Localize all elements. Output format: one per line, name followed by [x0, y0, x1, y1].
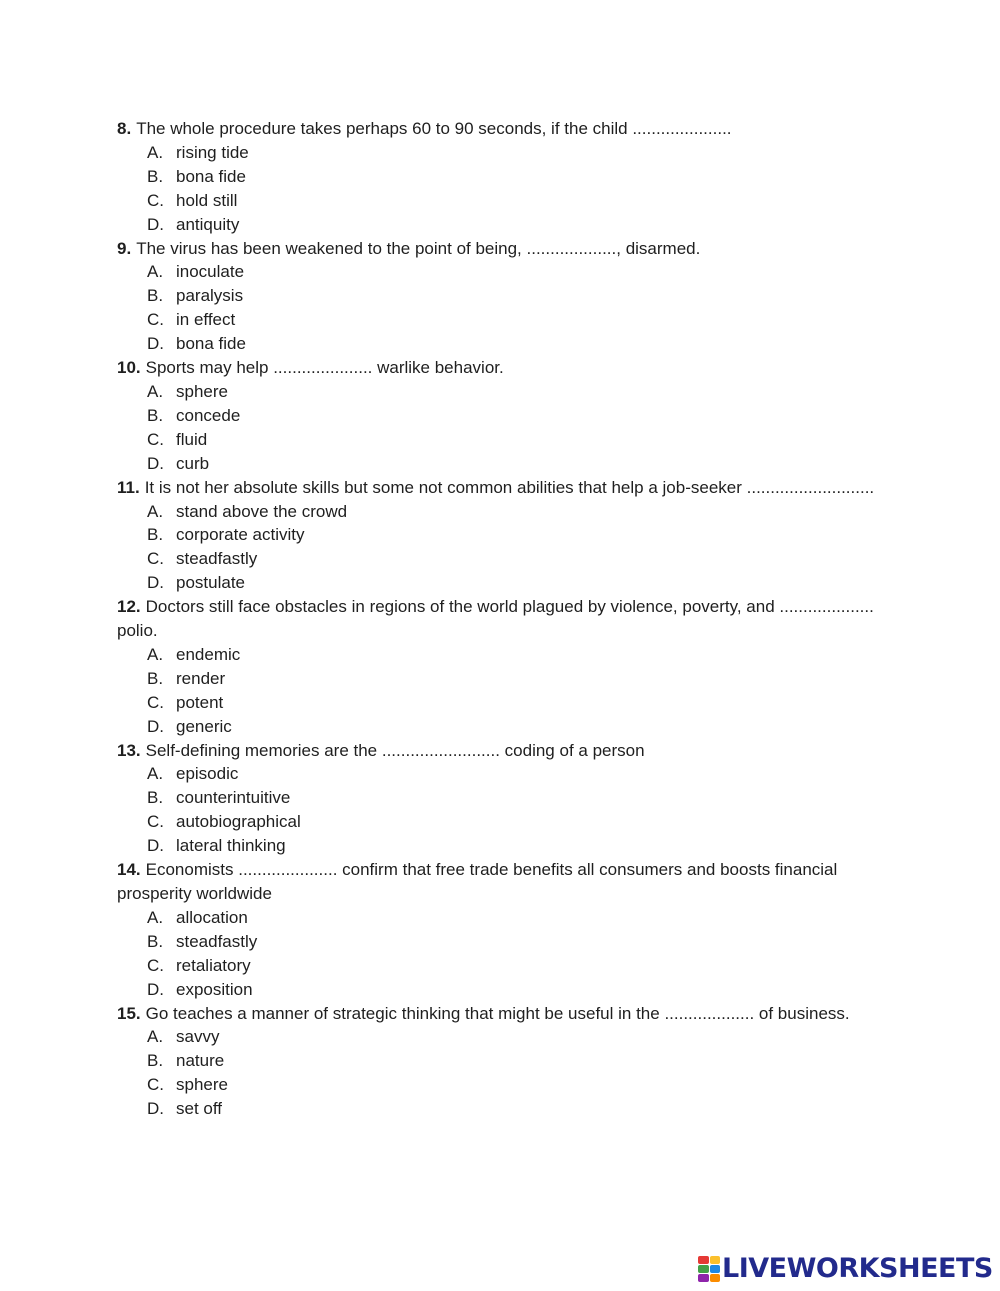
option-letter: A.: [147, 764, 164, 784]
option-text: rising tide: [176, 142, 249, 162]
option-a[interactable]: [117, 906, 897, 930]
question-stem: [117, 1002, 897, 1026]
question-text: It is not her absolute skills but some not common abilities that help a job-seeker ...........................: [144, 477, 875, 497]
question-number: 15.: [117, 1003, 141, 1023]
option-b[interactable]: [117, 165, 897, 189]
option-text: exposition: [176, 979, 253, 999]
option-letter: C.: [147, 429, 164, 449]
option-letter: C.: [147, 812, 164, 832]
option-text: savvy: [176, 1027, 220, 1047]
option-c[interactable]: [117, 428, 897, 452]
question-number: 14.: [117, 860, 141, 880]
option-a[interactable]: [117, 643, 897, 667]
option-a[interactable]: [117, 260, 897, 284]
option-d[interactable]: [117, 1097, 897, 1121]
option-text: endemic: [176, 644, 241, 664]
option-letter: B.: [147, 668, 164, 688]
option-letter: B.: [147, 1051, 164, 1071]
option-list: [117, 643, 897, 739]
option-letter: D.: [147, 836, 164, 856]
question-11: [117, 476, 897, 596]
option-c[interactable]: [117, 547, 897, 571]
question-stem: [117, 476, 897, 500]
option-text: hold still: [176, 190, 238, 210]
logo-tile: [710, 1265, 721, 1273]
question-text: The virus has been weakened to the point of being, ..................., disarmed.: [136, 238, 701, 258]
question-number: 10.: [117, 358, 141, 378]
question-number: 9.: [117, 238, 132, 258]
option-list: [117, 906, 897, 1002]
option-d[interactable]: [117, 332, 897, 356]
option-d[interactable]: [117, 715, 897, 739]
option-c[interactable]: [117, 189, 897, 213]
option-letter: B.: [147, 788, 164, 808]
option-text: bona fide: [176, 334, 246, 354]
question-stem: [117, 356, 897, 380]
question-text: The whole procedure takes perhaps 60 to 90 seconds, if the child .....................: [136, 119, 732, 138]
logo-tile: [710, 1256, 721, 1264]
question-number: 11.: [117, 477, 140, 497]
option-b[interactable]: [117, 1049, 897, 1073]
question-8: [117, 117, 897, 237]
option-a[interactable]: [117, 500, 897, 524]
option-letter: A.: [147, 1027, 164, 1047]
option-text: bona fide: [176, 166, 246, 186]
question-13: [117, 739, 897, 859]
question-stem: [117, 237, 897, 261]
option-letter: A.: [147, 907, 164, 927]
option-letter: D.: [147, 453, 164, 473]
option-letter: A.: [147, 501, 164, 521]
option-b[interactable]: [117, 523, 897, 547]
option-text: allocation: [176, 907, 248, 927]
option-letter: D.: [147, 979, 164, 999]
logo-tile: [698, 1274, 709, 1282]
option-letter: C.: [147, 310, 164, 330]
option-b[interactable]: [117, 786, 897, 810]
option-c[interactable]: [117, 810, 897, 834]
option-d[interactable]: [117, 571, 897, 595]
option-text: autobiographical: [176, 812, 301, 832]
option-letter: A.: [147, 262, 164, 282]
option-text: potent: [176, 692, 224, 712]
option-b[interactable]: [117, 404, 897, 428]
option-text: concede: [176, 405, 241, 425]
option-letter: A.: [147, 644, 164, 664]
option-c[interactable]: [117, 691, 897, 715]
question-stem: [117, 858, 897, 906]
option-letter: A.: [147, 381, 164, 401]
option-text: postulate: [176, 573, 245, 593]
question-14: [117, 858, 897, 1001]
option-text: lateral thinking: [176, 836, 286, 856]
logo-text: LIVEWORKSHEETS: [722, 1253, 993, 1284]
option-letter: C.: [147, 1075, 164, 1095]
question-number: 8.: [117, 119, 132, 138]
question-text: Self-defining memories are the ......................... coding of a person: [145, 740, 645, 760]
option-text: inoculate: [176, 262, 245, 282]
option-a[interactable]: [117, 141, 897, 165]
option-letter: D.: [147, 334, 164, 354]
option-d[interactable]: [117, 834, 897, 858]
option-list: [117, 260, 897, 356]
option-c[interactable]: [117, 954, 897, 978]
question-text: Sports may help ..................... warlike behavior.: [145, 358, 504, 378]
option-c[interactable]: [117, 1073, 897, 1097]
logo-tile: [698, 1256, 709, 1264]
option-text: curb: [176, 453, 210, 473]
logo-tile: [698, 1265, 709, 1273]
option-list: [117, 500, 897, 596]
option-letter: C.: [147, 692, 164, 712]
option-text: steadfastly: [176, 549, 258, 569]
option-letter: C.: [147, 549, 164, 569]
option-letter: A.: [147, 142, 164, 162]
option-text: in effect: [176, 310, 236, 330]
question-9: [117, 237, 897, 357]
option-text: set off: [176, 1099, 222, 1119]
option-text: paralysis: [176, 286, 244, 306]
option-text: episodic: [176, 764, 239, 784]
option-d[interactable]: [117, 452, 897, 476]
option-letter: B.: [147, 931, 164, 951]
question-stem: [117, 739, 897, 763]
option-a[interactable]: [117, 762, 897, 786]
question-text: Doctors still face obstacles in regions of the world plagued by violence, poverty, and .................... polio.: [117, 597, 874, 641]
option-d[interactable]: [117, 978, 897, 1002]
option-letter: C.: [147, 955, 164, 975]
question-12: [117, 595, 897, 738]
option-b[interactable]: [117, 284, 897, 308]
option-b[interactable]: [117, 667, 897, 691]
question-stem: [117, 595, 897, 643]
option-letter: B.: [147, 166, 164, 186]
logo-tile: [710, 1274, 721, 1282]
option-d[interactable]: [117, 213, 897, 237]
option-c[interactable]: [117, 308, 897, 332]
option-list: [117, 1025, 897, 1121]
option-text: render: [176, 668, 226, 688]
option-a[interactable]: [117, 1025, 897, 1049]
option-text: antiquity: [176, 214, 240, 234]
option-letter: C.: [147, 190, 164, 210]
option-text: generic: [176, 716, 232, 736]
question-number: 13.: [117, 740, 141, 760]
option-text: sphere: [176, 1075, 228, 1095]
option-list: [117, 141, 897, 237]
option-text: stand above the crowd: [176, 501, 348, 521]
option-letter: B.: [147, 525, 164, 545]
option-list: [117, 762, 897, 858]
option-letter: D.: [147, 716, 164, 736]
option-letter: B.: [147, 405, 164, 425]
option-text: nature: [176, 1051, 225, 1071]
option-text: retaliatory: [176, 955, 251, 975]
option-letter: D.: [147, 1099, 164, 1119]
option-text: counterintuitive: [176, 788, 291, 808]
question-stem: [117, 117, 897, 141]
option-text: sphere: [176, 381, 228, 401]
option-letter: D.: [147, 573, 164, 593]
option-text: steadfastly: [176, 931, 258, 951]
question-text: Go teaches a manner of strategic thinking that might be useful in the ................... of business.: [145, 1003, 850, 1023]
option-list: [117, 380, 897, 476]
option-letter: D.: [147, 214, 164, 234]
option-text: fluid: [176, 429, 208, 449]
worksheet: [117, 117, 897, 1121]
logo-tiles-icon: [698, 1256, 720, 1282]
question-10: [117, 356, 897, 476]
option-letter: B.: [147, 286, 164, 306]
question-number: 12.: [117, 597, 141, 617]
option-text: corporate activity: [176, 525, 305, 545]
option-b[interactable]: [117, 930, 897, 954]
question-text: Economists ..................... confirm that free trade benefits all consumers and boosts financial prosperity worldwide: [117, 860, 838, 903]
liveworksheets-logo: [698, 1255, 993, 1282]
option-a[interactable]: [117, 380, 897, 404]
question-15: [117, 1002, 897, 1122]
